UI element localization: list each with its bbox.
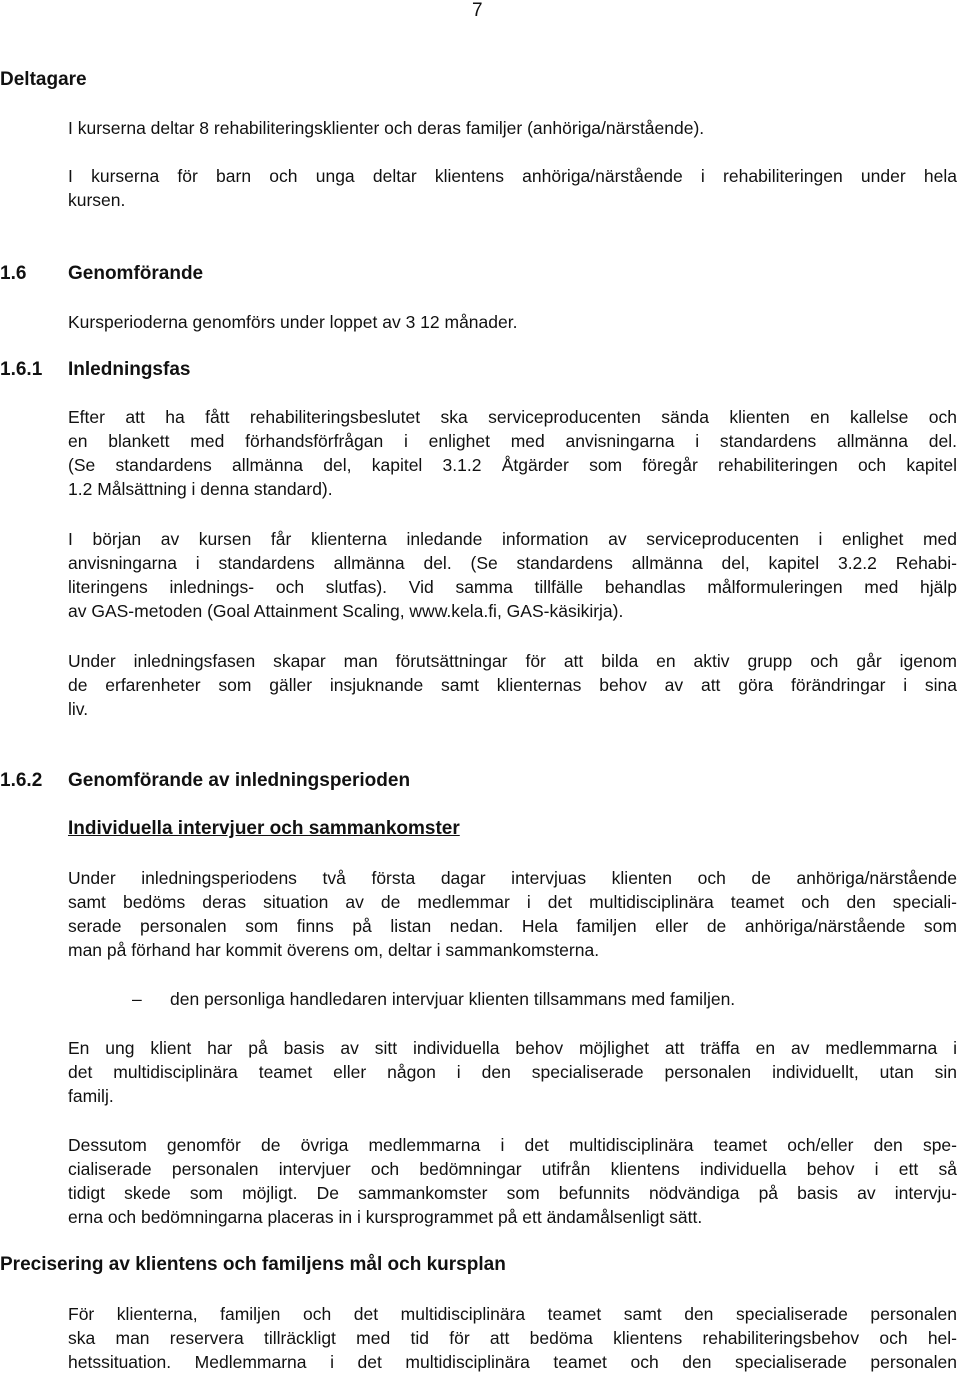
- text-line: det multidisciplinära teamet eller någon i den specialiserade personalen individuellt, utan sin: [68, 1062, 957, 1082]
- text-line: För klienterna, familjen och det multidisciplinära teamet samt den specialiserade personalen: [68, 1304, 957, 1324]
- paragraph-precisering: [68, 1302, 957, 1374]
- subheading-individuella-intervjuer: Individuella intervjuer och sammankomster: [68, 818, 460, 839]
- text-line: serade personalen som finns på listan nedan. Hela familjen eller de anhöriga/närstående som: [68, 916, 957, 936]
- text-line: I kurserna för barn och unga deltar klientens anhöriga/närstående i rehabiliteringen under hela: [68, 166, 957, 186]
- section-title-inledningsfas: Inledningsfas: [68, 359, 191, 380]
- text-line: Efter att ha fått rehabiliteringsbeslutet ska serviceproducenten sända klienten en kallelse och: [68, 407, 957, 427]
- text-line: Kursperioderna genomförs under loppet av 3 12 månader.: [68, 312, 518, 332]
- bullet-item-personliga-handledaren: den personliga handledaren intervjuar klienten tillsammans med familjen.: [170, 989, 736, 1009]
- text-line: av GAS-metoden (Goal Attainment Scaling, www.kela.fi, GAS-käsikirja).: [68, 601, 624, 621]
- text-line: kursen.: [68, 190, 126, 210]
- paragraph-inledningsfas-2: [68, 527, 957, 623]
- text-line: samt bedöms deras situation av de medlemmar i det multidisciplinära teamet och den speciali-: [68, 892, 957, 912]
- section-title-genomforande: Genomförande: [68, 263, 204, 284]
- text-line: en blankett med förhandsförfrågan i enlighet med anvisningarna i standardens allmänna del.: [68, 431, 957, 451]
- page-number: 7: [472, 0, 483, 21]
- text-line: hetssituation. Medlemmarna i det multidisciplinära teamet och den specialiserade personalen: [68, 1352, 957, 1372]
- text-line: familj.: [68, 1086, 114, 1106]
- text-line: ska man reservera tillräckligt med tid för att bedöma klientens rehabiliteringsbehov och hel-: [68, 1328, 957, 1348]
- text-line: 1.2 Målsättning i denna standard).: [68, 479, 333, 499]
- paragraph-inledningsperioden-1: [68, 866, 957, 962]
- bullet-dash: –: [132, 989, 142, 1009]
- heading-deltagare: Deltagare: [0, 69, 87, 90]
- text-line: de erfarenheter som gäller insjuknande samt klienternas behov av att göra förändringar i sina: [68, 675, 957, 695]
- section-number-1-6: 1.6: [0, 263, 27, 284]
- text-line: Dessutom genomför de övriga medlemmarna i det multidisciplinära teamet och/eller den spe-: [68, 1135, 957, 1155]
- text-line: Under inledningsperiodens två första dagar intervjuas klienten och de anhöriga/närstående: [68, 868, 957, 888]
- text-line: Under inledningsfasen skapar man förutsättningar för att bilda en aktiv grupp och går igenom: [68, 651, 957, 671]
- paragraph-ung-klient: [68, 1036, 957, 1108]
- paragraph-deltagare-2: [68, 164, 957, 212]
- section-number-1-6-1: 1.6.1: [0, 359, 43, 380]
- heading-precisering: Precisering av klientens och familjens mål och kursplan: [0, 1254, 506, 1275]
- text-line: man på förhand har kommit överens om, deltar i sammankomsterna.: [68, 940, 600, 960]
- text-line: cialiserade personalen intervjuer och bedömningar utifrån klientens individuella behov i ett så: [68, 1159, 957, 1179]
- text-line: erna och bedömningarna placeras in i kursprogrammet på ett ändamålsenligt sätt.: [68, 1207, 703, 1227]
- section-number-1-6-2: 1.6.2: [0, 770, 43, 791]
- text-line: I kurserna deltar 8 rehabiliteringsklienter och deras familjer (anhöriga/närstående).: [68, 118, 705, 138]
- text-line: liv.: [68, 699, 89, 719]
- text-line: I början av kursen får klienterna inledande information av serviceproducenten i enlighet med: [68, 529, 957, 549]
- paragraph-inledningsfas-3: [68, 649, 957, 721]
- text-line: tidigt skede som möjligt. De sammankomster som befunnits nödvändiga på basis av intervju-: [68, 1183, 957, 1203]
- paragraph-kursperioderna: [68, 310, 957, 334]
- text-line: (Se standardens allmänna del, kapitel 3.1.2 Åtgärder som föregår rehabiliteringen och kapitel: [68, 455, 957, 475]
- section-title-genomforande-inledningsperioden: Genomförande av inledningsperioden: [68, 770, 411, 791]
- text-line: En ung klient har på basis av sitt individuella behov möjlighet att träffa en av medlemmarna i: [68, 1038, 957, 1058]
- paragraph-dessutom: [68, 1133, 957, 1229]
- paragraph-inledningsfas-1: [68, 405, 957, 501]
- paragraph-deltagare-1: [68, 116, 957, 140]
- text-line: literingens inlednings- och slutfas). Vid samma tillfälle behandlas målformuleringen med hjälp: [68, 577, 957, 597]
- text-line: anvisningarna i standardens allmänna del. (Se standardens allmänna del, kapitel 3.2.2 Rehabi-: [68, 553, 957, 573]
